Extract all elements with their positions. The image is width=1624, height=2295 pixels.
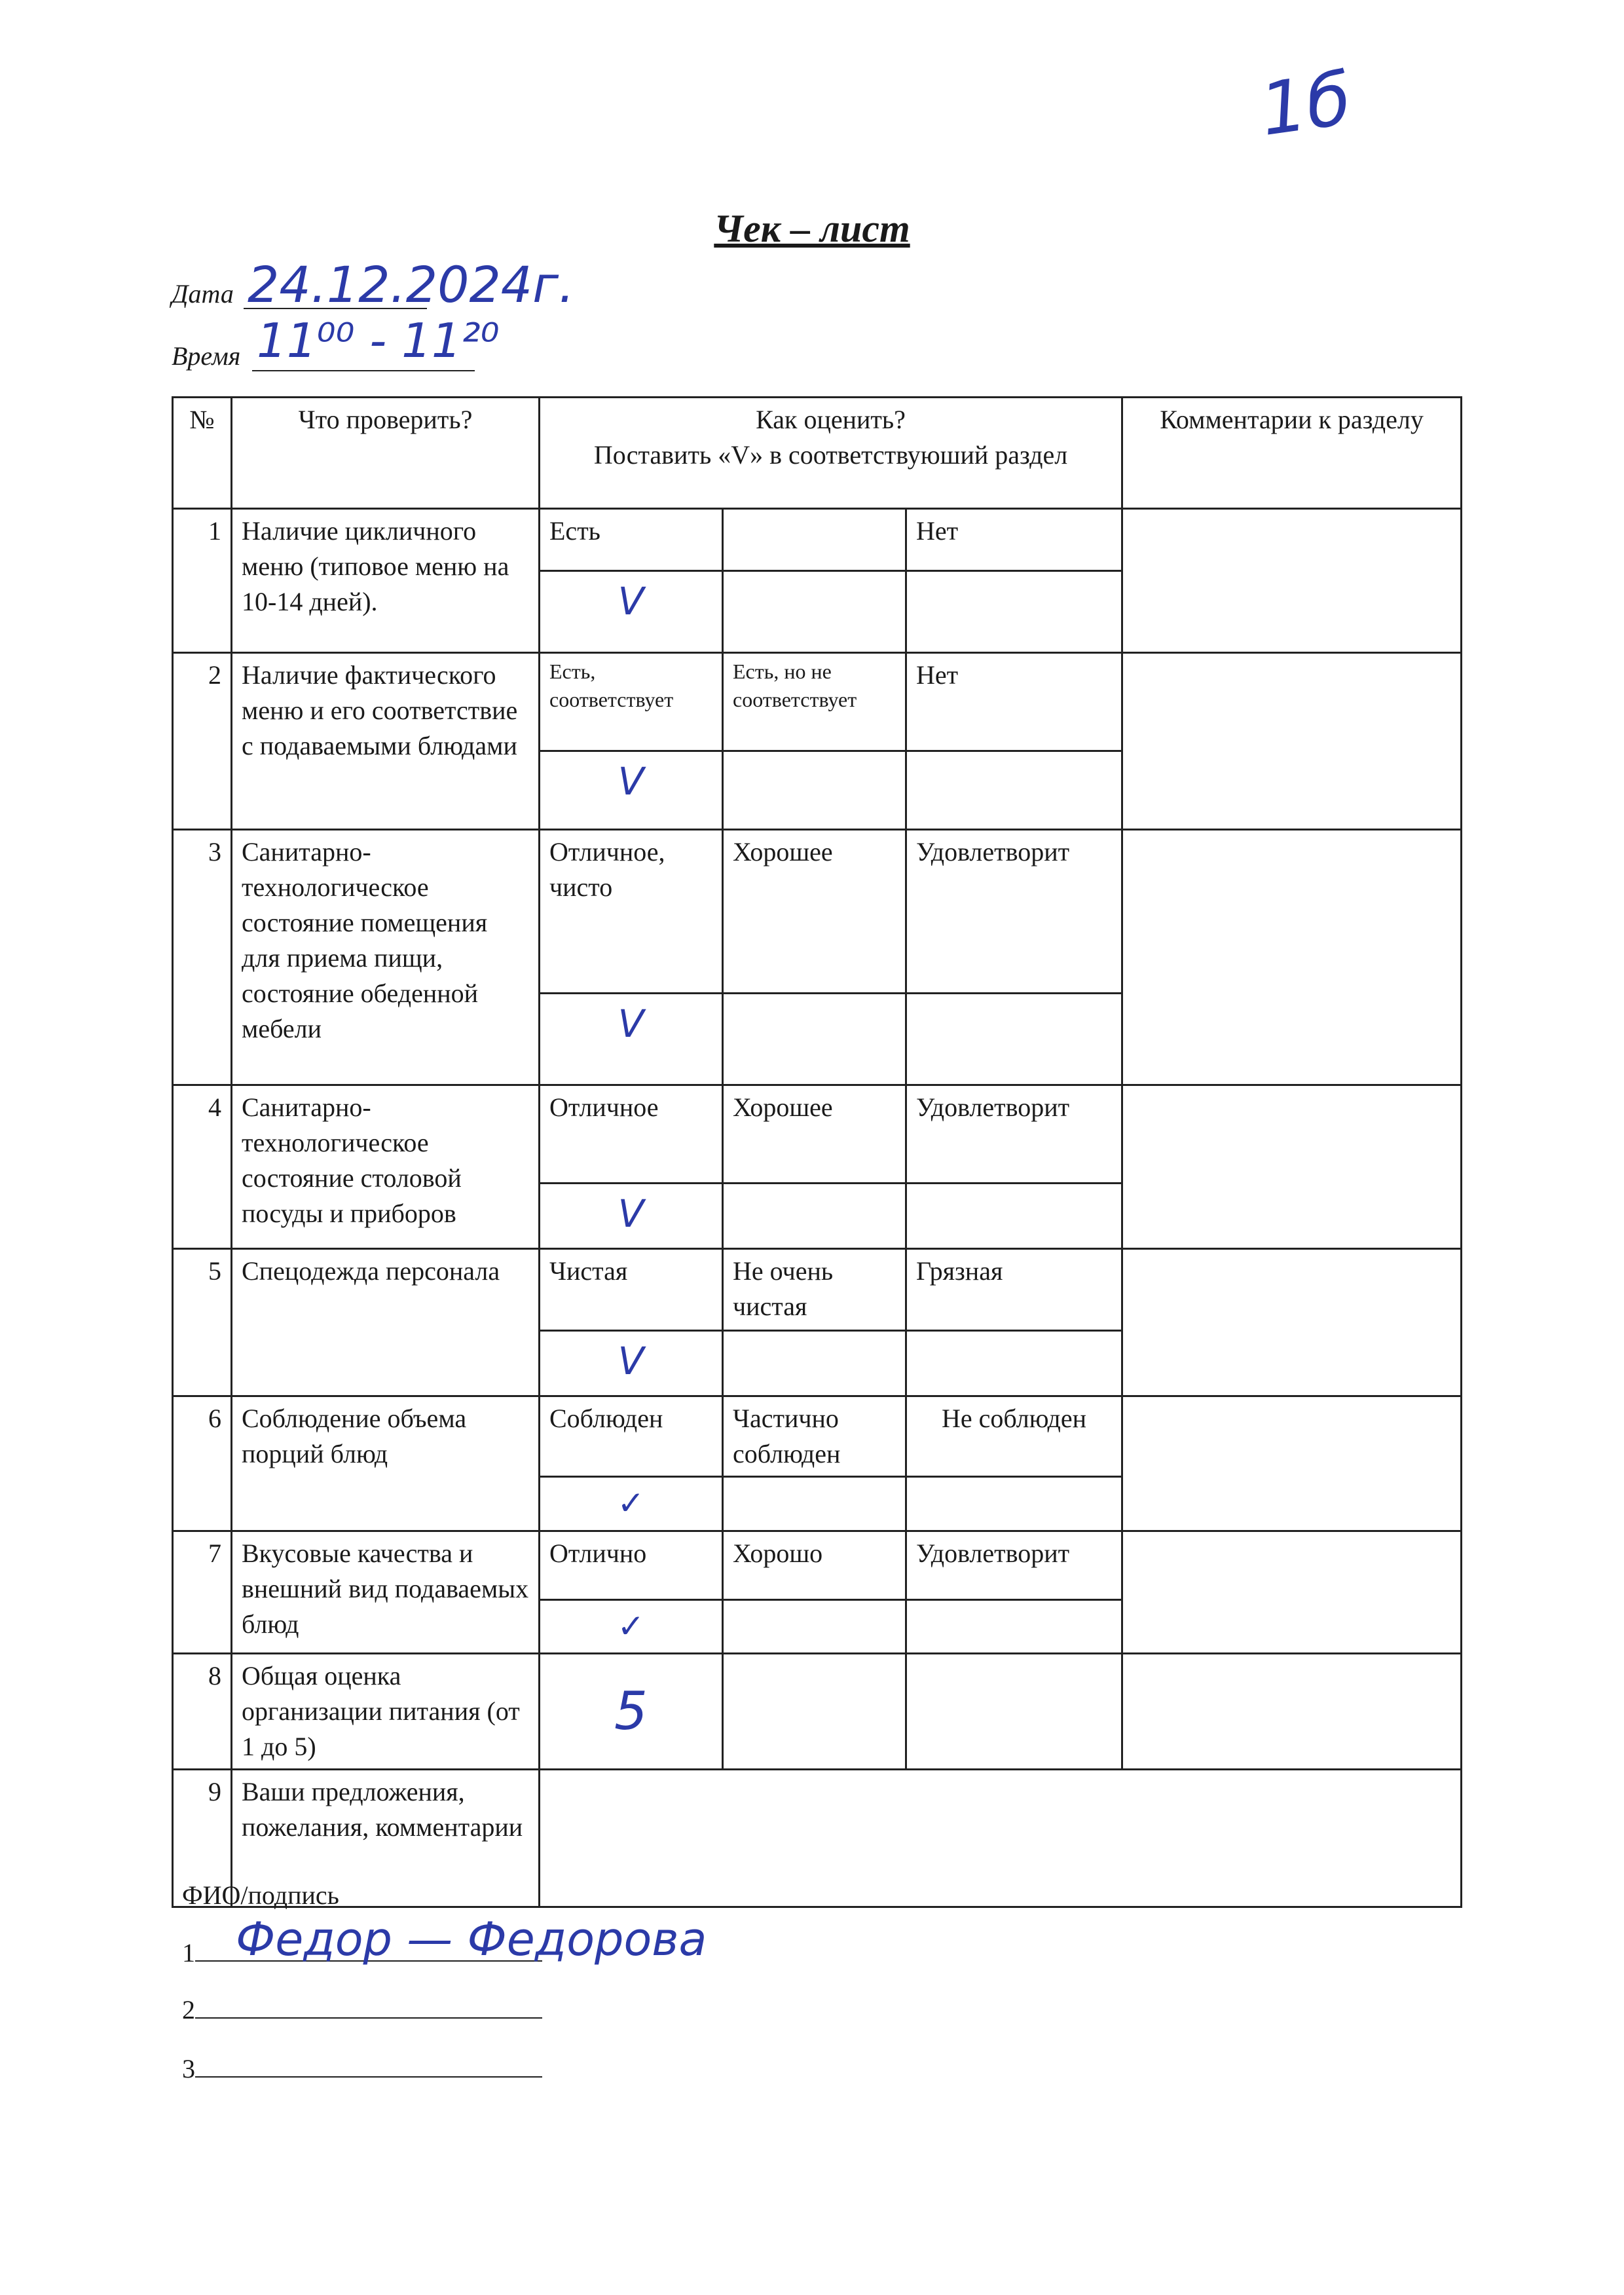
- table-row: [173, 1249, 1462, 1331]
- table-row: [173, 830, 1462, 994]
- table-row: [173, 1396, 1462, 1477]
- row-number: 4: [173, 1085, 232, 1249]
- row-question: Общая оценка организации питания (от 1 до 5): [232, 1654, 540, 1770]
- check-cell[interactable]: [723, 751, 906, 830]
- comment-cell[interactable]: [1122, 1249, 1462, 1396]
- check-mark[interactable]: V: [540, 751, 723, 830]
- comment-cell[interactable]: [1122, 509, 1462, 653]
- row-question: Спецодежда персонала: [232, 1249, 540, 1396]
- check-cell[interactable]: [723, 994, 906, 1085]
- header-how: [540, 398, 1122, 509]
- row-question: Соблюдение объема порций блюд: [232, 1396, 540, 1531]
- signature-line[interactable]: [195, 1995, 542, 2019]
- option-label: Удовлетворит: [906, 830, 1122, 994]
- option-label: Отличное: [540, 1085, 723, 1184]
- check-mark[interactable]: ✓: [540, 1599, 723, 1654]
- option-label: [723, 509, 906, 571]
- check-cell[interactable]: [723, 1477, 906, 1531]
- option-label: Хорошее: [723, 1085, 906, 1184]
- check-mark[interactable]: V: [540, 571, 723, 653]
- score-mark[interactable]: 5: [540, 1654, 723, 1770]
- option-label: Есть, но не соответствует: [723, 653, 906, 751]
- option-label: Есть, соответствует: [540, 653, 723, 751]
- option-label: Хорошо: [723, 1531, 906, 1599]
- check-mark[interactable]: ✓: [540, 1477, 723, 1531]
- check-mark[interactable]: V: [540, 1184, 723, 1249]
- table-row: [173, 1531, 1462, 1599]
- option-label: Удовлетворит: [906, 1085, 1122, 1184]
- check-cell[interactable]: [723, 1599, 906, 1654]
- score-cell[interactable]: [723, 1654, 906, 1770]
- option-label: Есть: [540, 509, 723, 571]
- checklist-table: [172, 396, 1462, 1908]
- option-label: Отличное, чисто: [540, 830, 723, 994]
- comment-cell[interactable]: [1122, 1396, 1462, 1531]
- check-mark[interactable]: V: [540, 994, 723, 1085]
- option-label: Чистая: [540, 1249, 723, 1331]
- row-number: 5: [173, 1249, 232, 1396]
- score-cell[interactable]: [906, 1654, 1122, 1770]
- row-number: 6: [173, 1396, 232, 1531]
- row-number: 1: [173, 509, 232, 653]
- signature-number: 1: [182, 1938, 195, 1968]
- date-value: 24.12.2024г.: [248, 255, 575, 314]
- table-row: [173, 509, 1462, 571]
- header-what: Что проверить?: [232, 398, 540, 509]
- check-cell[interactable]: [723, 1331, 906, 1396]
- signature-label: ФИО/подпись: [182, 1880, 339, 1910]
- signature-number: 2: [182, 1995, 195, 2024]
- comment-cell[interactable]: [1122, 653, 1462, 830]
- comment-cell[interactable]: [1122, 1085, 1462, 1249]
- row-number: 7: [173, 1531, 232, 1654]
- comment-cell[interactable]: [1122, 830, 1462, 1085]
- time-value: 11⁰⁰ - 11²⁰: [257, 313, 500, 368]
- option-label: Грязная: [906, 1249, 1122, 1331]
- page-title: Чек – лист: [714, 207, 910, 250]
- signature-handwritten: Федор — Федорова: [236, 1912, 707, 1966]
- signature-line[interactable]: [195, 2054, 542, 2078]
- suggestions-cell[interactable]: [540, 1770, 1462, 1907]
- check-cell[interactable]: [906, 1184, 1122, 1249]
- row-number: 9: [173, 1770, 232, 1907]
- header-how-line2: Поставить «V» в соответствуюший раздел: [593, 440, 1068, 470]
- check-cell[interactable]: [723, 571, 906, 653]
- table-row: [173, 1654, 1462, 1770]
- row-number: 3: [173, 830, 232, 1085]
- row-number: 8: [173, 1654, 232, 1770]
- check-mark[interactable]: V: [540, 1331, 723, 1396]
- option-label: Нет: [906, 509, 1122, 571]
- row-question: Вкусовые качества и внешний вид подаваемых блюд: [232, 1531, 540, 1654]
- row-question: Санитарно-технологическое состояние столовой посуды и приборов: [232, 1085, 540, 1249]
- row-question: Наличие фактического меню и его соответствие с подаваемыми блюдами: [232, 653, 540, 830]
- check-cell[interactable]: [723, 1184, 906, 1249]
- signature-number: 3: [182, 2054, 195, 2083]
- header-row: [173, 398, 1462, 509]
- time-label: Время: [172, 341, 241, 371]
- check-cell[interactable]: [906, 571, 1122, 653]
- row-question: Санитарно-технологическое состояние помещения для приема пищи, состояние обеденной мебели: [232, 830, 540, 1085]
- row-question: Ваши предложения, пожелания, комментарии: [232, 1770, 540, 1907]
- row-question: Наличие цикличного меню (типовое меню на 10-14 дней).: [232, 509, 540, 653]
- table-row: [173, 1770, 1462, 1907]
- header-how-line1: Как оценить?: [756, 405, 906, 434]
- signature-row-3: [182, 2053, 542, 2084]
- signature-row-2: [182, 1994, 542, 2025]
- option-label: Не соблюден: [906, 1396, 1122, 1477]
- date-label: Дата: [172, 279, 234, 308]
- row-number: 2: [173, 653, 232, 830]
- header-num: №: [173, 398, 232, 509]
- header-comments: Комментарии к разделу: [1122, 398, 1462, 509]
- option-label: Нет: [906, 653, 1122, 751]
- option-label: Удовлетворит: [906, 1531, 1122, 1599]
- time-line: [252, 370, 475, 371]
- comment-cell[interactable]: [1122, 1531, 1462, 1654]
- table-row: [173, 653, 1462, 751]
- option-label: Не очень чистая: [723, 1249, 906, 1331]
- option-label: Отлично: [540, 1531, 723, 1599]
- option-label: Частично соблюден: [723, 1396, 906, 1477]
- check-cell[interactable]: [906, 1331, 1122, 1396]
- option-label: Соблюден: [540, 1396, 723, 1477]
- comment-cell[interactable]: [1122, 1654, 1462, 1770]
- check-cell[interactable]: [906, 751, 1122, 830]
- page-number-handwritten: 1б: [1255, 56, 1357, 152]
- check-cell[interactable]: [906, 994, 1122, 1085]
- table-row: [173, 1085, 1462, 1184]
- check-cell[interactable]: [906, 1599, 1122, 1654]
- option-label: Хорошее: [723, 830, 906, 994]
- check-cell[interactable]: [906, 1477, 1122, 1531]
